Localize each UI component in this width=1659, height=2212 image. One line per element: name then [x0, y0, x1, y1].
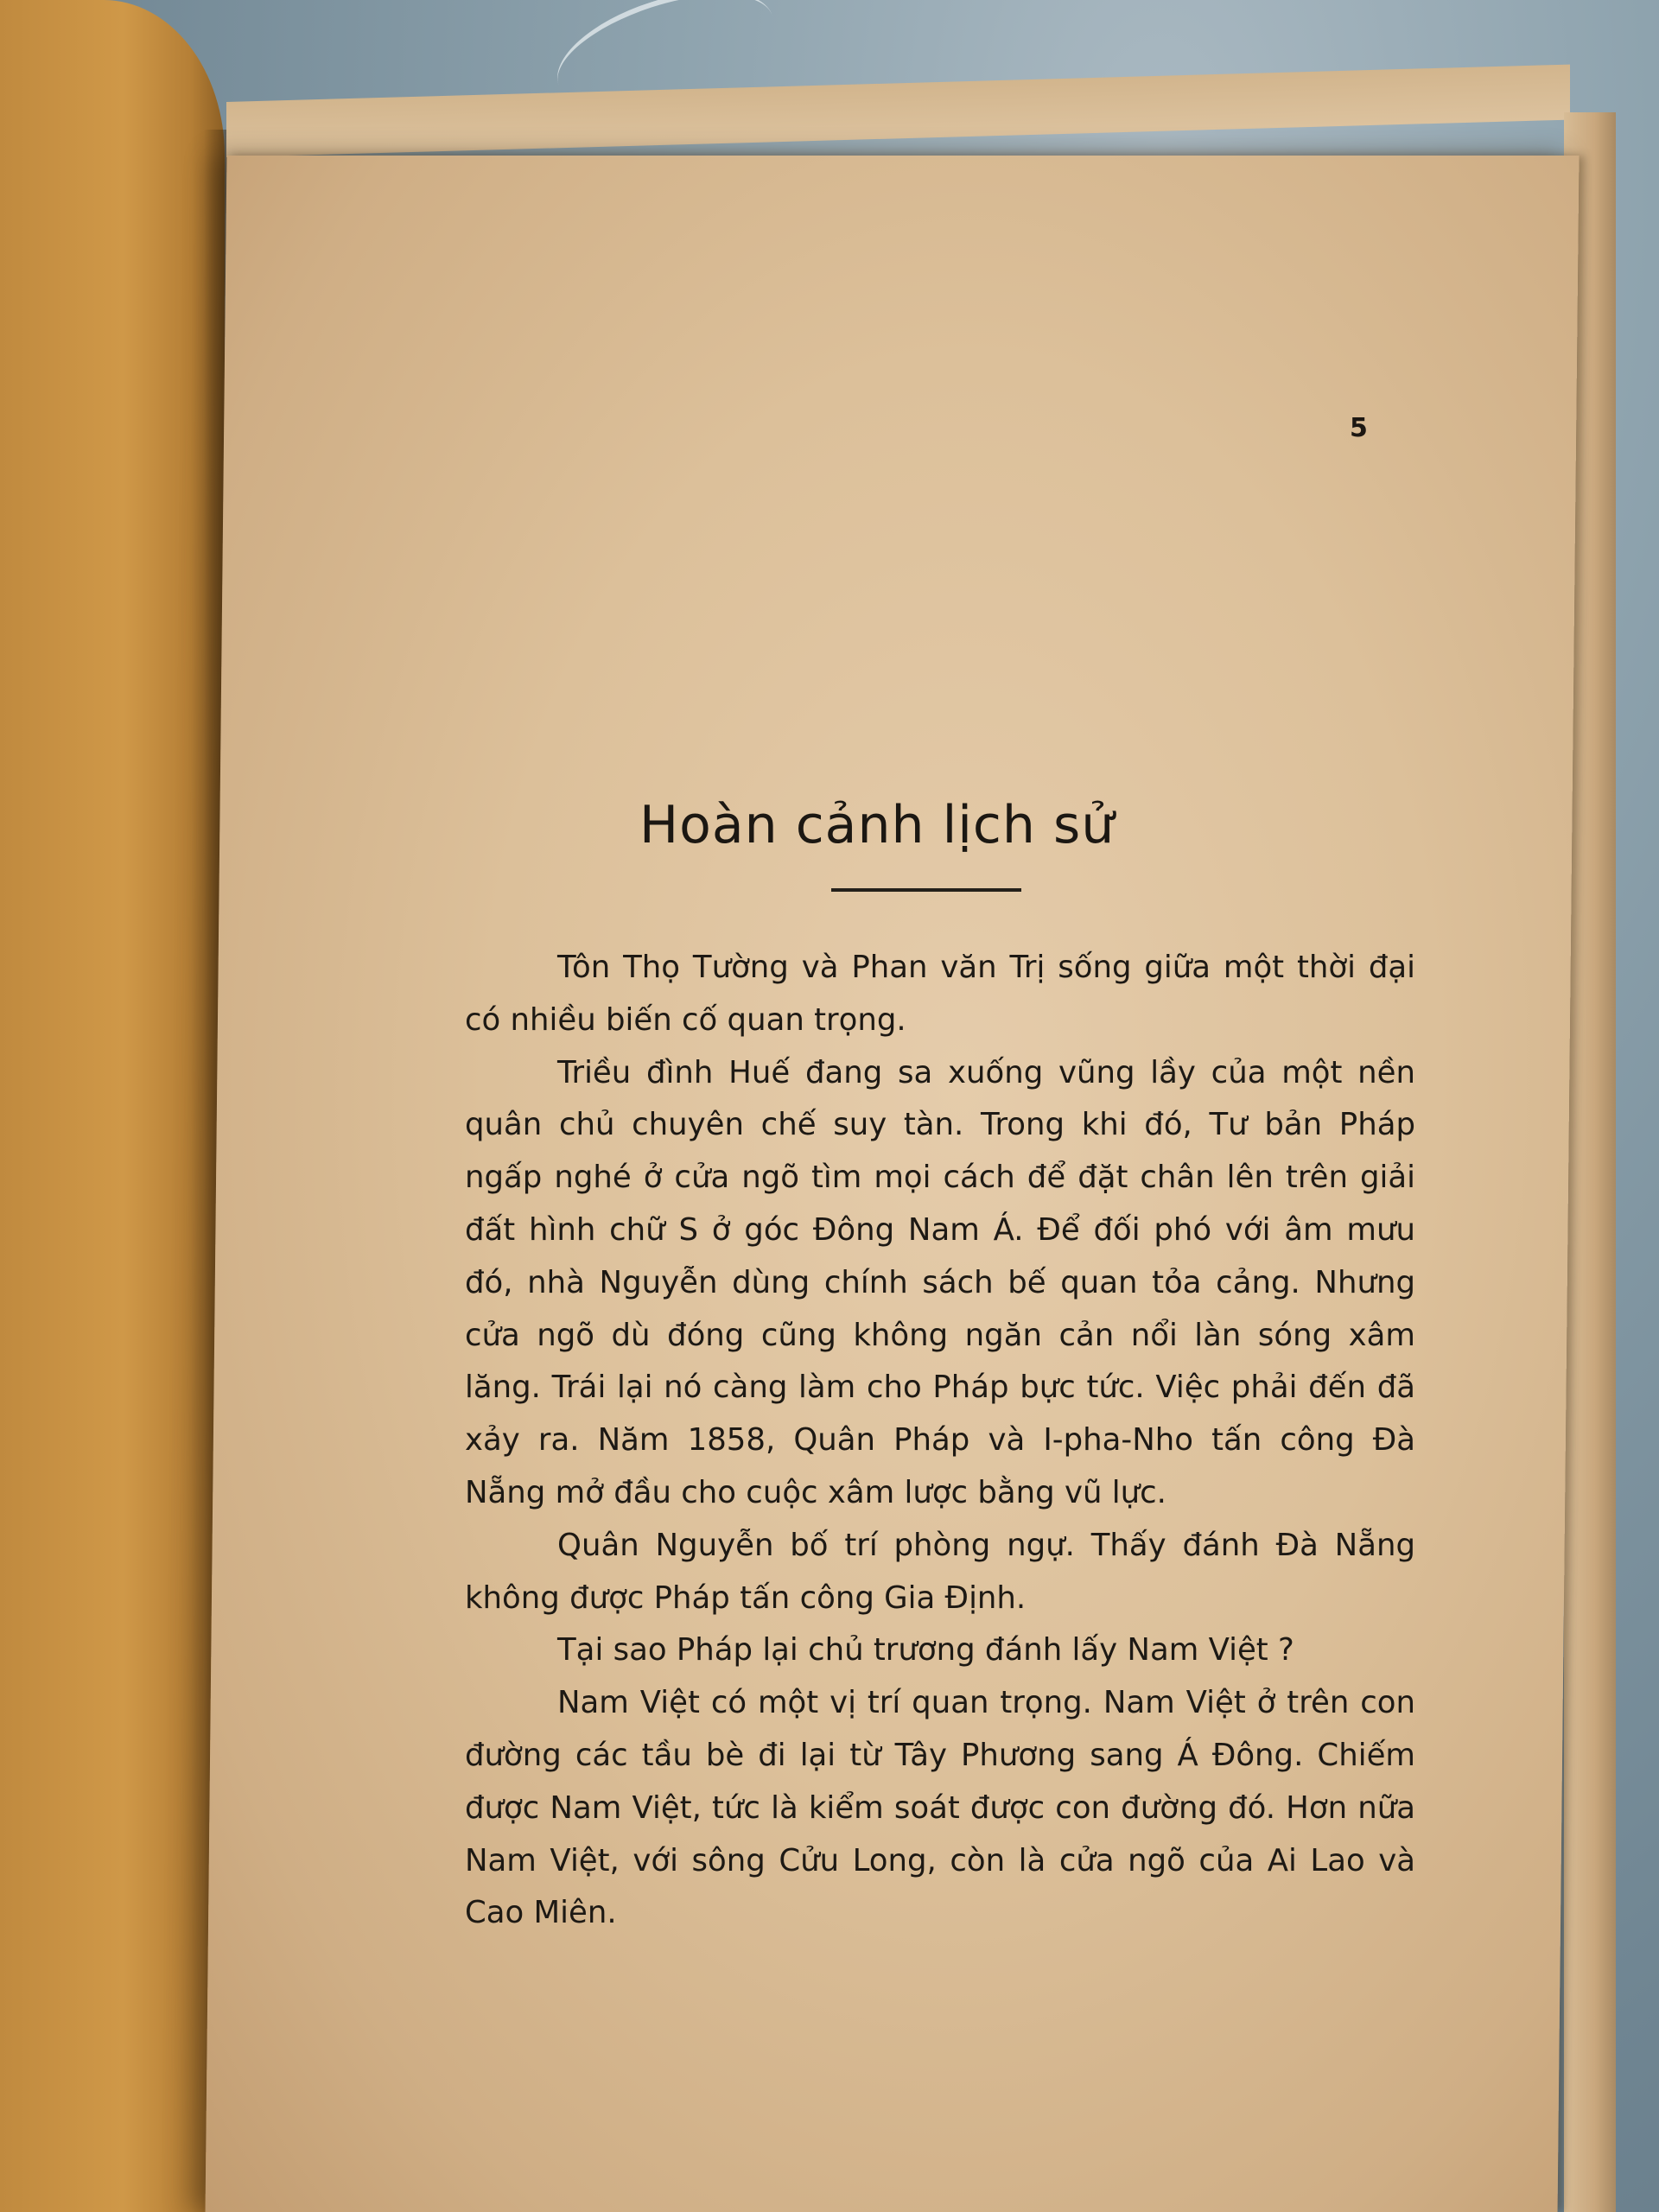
paragraph-3: Quân Nguyễn bố trí phòng ngự. Thấy đánh Đà Nẵng không được Pháp tấn công Gia Định.: [465, 1527, 1415, 1616]
paragraph-4: Tại sao Pháp lại chủ trương đánh lấy Nam Việt ?: [557, 1632, 1294, 1669]
left-book-cover: [0, 0, 225, 2212]
paragraph-5: Nam Việt có một vị trí quan trọng. Nam Việt ở trên con đường các tầu bè đi lại từ Tây Phương sang Á Đông. Chiếm được Nam Việt, tức là kiểm soát được con đường đó. Hơn nữa Nam Việt, với sông Cửu Long, còn là cửa ngõ của Ai Lao và Cao Miên.: [465, 1685, 1415, 1931]
chapter-title: Hoàn cảnh lịch sử: [639, 795, 1116, 855]
page-number: 5: [1350, 413, 1368, 443]
body-text: [465, 942, 1415, 1940]
paragraph-2: Triều đình Huế đang sa xuống vũng lầy của một nền quân chủ chuyên chế suy tàn. Trong khi đó, Tư bản Pháp ngấp nghé ở cửa ngõ tìm mọi cách để đặt chân lên trên giải đất hình chữ S ở góc Đông Nam Á. Để đối phó với âm mưu đó, nhà Nguyễn dùng chính sách bế quan tỏa cảng. Nhưng cửa ngõ dù đóng cũng không ngăn cản nổi làn sóng xâm lăng. Trái lại nó càng làm cho Pháp bực tức. Việc phải đến đã xảy ra. Năm 1858, Quân Pháp và I-pha-Nho tấn công Đà Nẵng mở đầu cho cuộc xâm lược bằng vũ lực.: [465, 1054, 1415, 1510]
paragraph-1: Tôn Thọ Tường và Phan văn Trị sống giữa một thời đại có nhiều biến cố quan trọng.: [465, 950, 1415, 1038]
title-underline: [831, 888, 1021, 892]
